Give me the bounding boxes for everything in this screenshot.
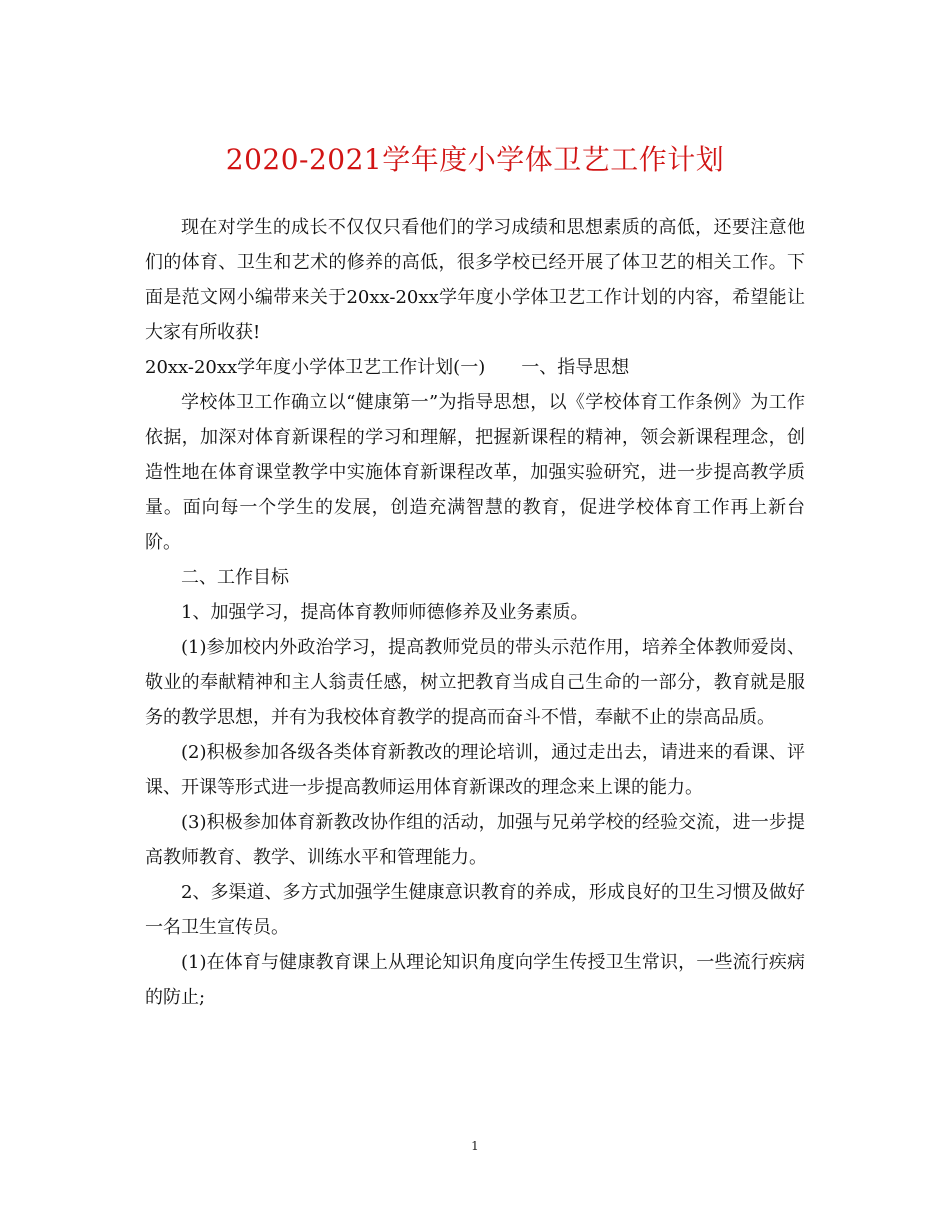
guiding-ideology-paragraph: 学校体卫工作确立以“健康第一”为指导思想，以《学校体育工作条例》为工作依据，加深对体育新课程的学习和理解，把握新课程的精神，领会新课程理念，创造性地在体育课堂教学中实施体育新课程改革，加强实验研究，进一步提高教学质量。面向每一个学生的发展，创造充满智慧的教育，促进学校体育工作再上新台阶。 xyxy=(145,392,805,553)
plan-heading: 20xx-20xx学年度小学体卫艺工作计划(一) xyxy=(145,357,486,378)
goal-1-item-1: (1)参加校内外政治学习，提高教师党员的带头示范作用，培养全体教师爱岗、敬业的奉献精神和主人翁责任感，树立把教育当成自己生命的一部分，教育就是服务的教学思想，并有为我校体育教学的提高而奋斗不惜，奉献不止的崇高品质。 xyxy=(145,637,805,728)
intro-paragraph: 现在对学生的成长不仅仅只看他们的学习成绩和思想素质的高低，还要注意他们的体育、卫生和艺术的修养的高低，很多学校已经开展了体卫艺的相关工作。下面是范文网小编带来关于20xx-20xx学年度小学体卫艺工作计划的内容，希望能让大家有所收获! xyxy=(145,217,805,343)
section-heading-guiding-ideology: 一、指导思想 xyxy=(521,357,630,378)
page-number: 1 xyxy=(471,1139,479,1153)
goal-2-item-1: (1)在体育与健康教育课上从理论知识角度向学生传授卫生常识，一些流行疾病的防止; xyxy=(145,952,805,1008)
document-title: 2020-2021学年度小学体卫艺工作计划 xyxy=(225,143,725,176)
document-body xyxy=(145,210,805,1015)
section-heading-work-goals: 二、工作目标 xyxy=(181,567,289,588)
plan-heading-line xyxy=(145,350,805,385)
goal-1-item-2: (2)积极参加各级各类体育新教改的理论培训，通过走出去，请进来的看课、评课、开课等形式进一步提高教师运用体育新课改的理念来上课的能力。 xyxy=(145,742,805,798)
goal-1-item-3: (3)积极参加体育新教改协作组的活动，加强与兄弟学校的经验交流，进一步提高教师教育、教学、训练水平和管理能力。 xyxy=(145,812,805,868)
goal-1-heading: 1、加强学习，提高体育教师师德修养及业务素质。 xyxy=(181,602,589,623)
goal-2-heading: 2、多渠道、多方式加强学生健康意识教育的养成，形成良好的卫生习惯及做好一名卫生宣传员。 xyxy=(145,882,805,938)
